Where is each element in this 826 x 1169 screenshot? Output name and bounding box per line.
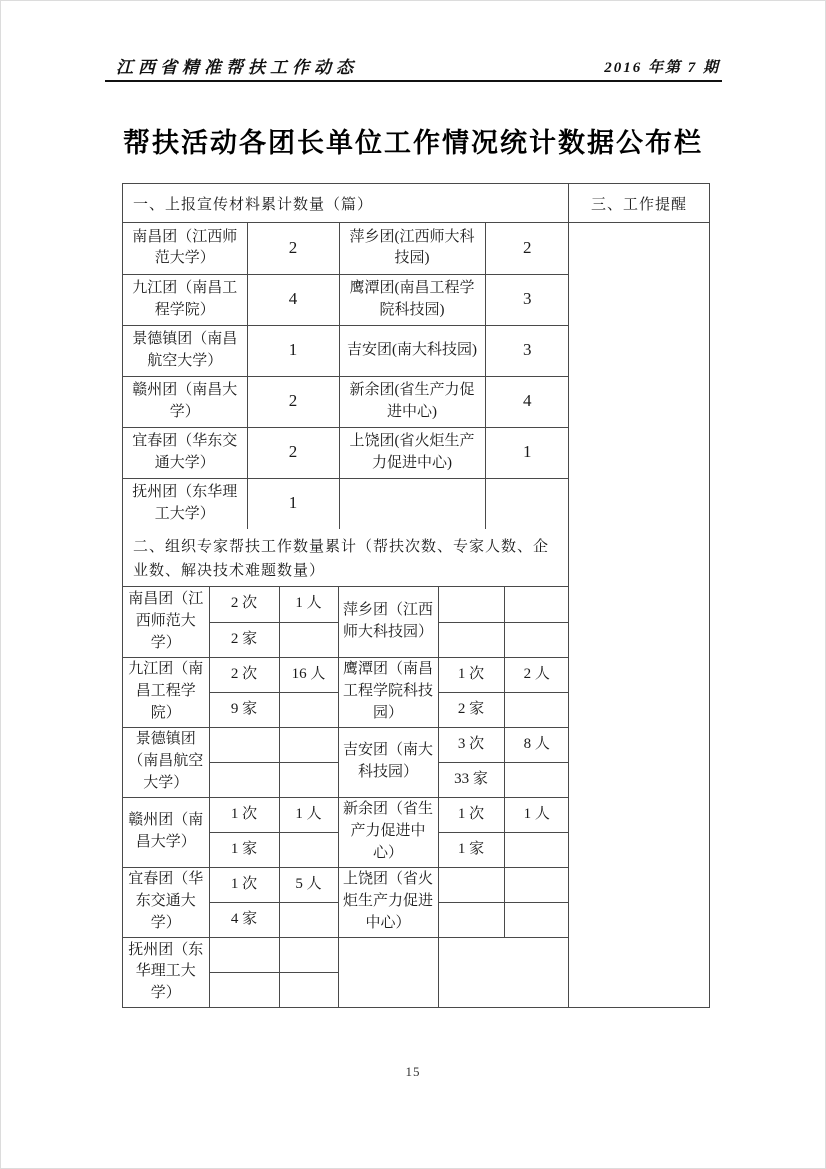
team-name-cell — [339, 478, 485, 529]
table-row — [123, 274, 569, 325]
table-row — [123, 478, 569, 529]
firms-cell — [438, 622, 504, 657]
statistics-table — [122, 183, 710, 1008]
value-cell — [485, 478, 569, 529]
empty-cell — [279, 937, 338, 972]
page-title: 帮扶活动各团长单位工作情况统计数据公布栏 — [123, 128, 703, 158]
empty-cell — [504, 832, 569, 867]
team-name-cell: 九江团（南昌工程学院） — [123, 657, 209, 727]
firms-cell: 2 家 — [209, 622, 279, 657]
team-name-cell: 抚州团（东华理工大学） — [123, 937, 209, 1007]
table-row — [123, 223, 569, 274]
firms-cell: 9 家 — [209, 692, 279, 727]
section1-table — [123, 223, 569, 529]
firms-cell: 2 家 — [438, 692, 504, 727]
empty-cell — [279, 692, 338, 727]
team-name-cell: 宜春团（华东交通大学） — [123, 427, 247, 478]
table-row — [123, 657, 569, 692]
visits-cell: 1 次 — [209, 867, 279, 902]
visits-cell: 1 次 — [438, 797, 504, 832]
team-name-cell: 南昌团（江西师范大学） — [123, 223, 247, 274]
table-row — [123, 376, 569, 427]
empty-cell — [209, 762, 279, 797]
team-name-cell: 景德镇团（南昌航空大学） — [123, 325, 247, 376]
experts-cell: 8 人 — [504, 727, 569, 762]
table-left-section — [123, 184, 569, 1007]
table-row — [123, 797, 569, 832]
empty-cell — [438, 902, 504, 937]
table-right-section — [569, 184, 709, 1007]
empty-cell — [279, 762, 338, 797]
team-name-cell: 吉安团(南大科技园) — [339, 325, 485, 376]
section1-header: 一、上报宣传材料累计数量（篇） — [123, 184, 568, 223]
experts-cell: 1 人 — [279, 797, 338, 832]
issue-number: 2016 年第 7 期 — [604, 60, 720, 76]
team-name-cell: 上饶团（省火炬生产力促进中心） — [338, 867, 438, 937]
value-cell: 3 — [485, 325, 569, 376]
value-cell: 3 — [485, 274, 569, 325]
empty-cell — [279, 902, 338, 937]
team-name-cell: 景德镇团（南昌航空大学） — [123, 727, 209, 797]
value-cell: 1 — [247, 325, 339, 376]
empty-cell — [279, 832, 338, 867]
empty-cell — [504, 762, 569, 797]
team-name-cell: 鹰潭团（南昌工程学院科技园） — [338, 657, 438, 727]
section3-body — [569, 223, 709, 1007]
experts-cell — [504, 587, 569, 622]
page-number: 15 — [405, 1064, 421, 1079]
newsletter-title: 江西省精准帮扶工作动态 — [116, 58, 358, 77]
empty-cell — [504, 692, 569, 727]
team-name-cell: 萍乡团（江西师大科技园） — [338, 587, 438, 657]
section2-table — [123, 587, 569, 1007]
table-row — [123, 937, 569, 972]
value-cell: 1 — [247, 478, 339, 529]
value-cell: 2 — [247, 427, 339, 478]
empty-cell — [209, 972, 279, 1007]
experts-cell: 1 人 — [504, 797, 569, 832]
visits-cell: 2 次 — [209, 587, 279, 622]
team-name-cell: 鹰潭团(南昌工程学院科技园) — [339, 274, 485, 325]
team-name-cell: 赣州团（南昌大学） — [123, 797, 209, 867]
team-name-cell: 九江团（南昌工程学院） — [123, 274, 247, 325]
experts-cell: 16 人 — [279, 657, 338, 692]
empty-name-cell — [338, 937, 438, 1007]
empty-cell — [504, 622, 569, 657]
value-cell: 2 — [247, 376, 339, 427]
visits-cell: 2 次 — [209, 657, 279, 692]
visits-cell — [209, 727, 279, 762]
visits-cell: 1 次 — [438, 657, 504, 692]
empty-cell — [279, 972, 338, 1007]
table-row — [123, 587, 569, 622]
team-name-cell: 萍乡团(江西师大科技园) — [339, 223, 485, 274]
firms-cell: 1 家 — [209, 832, 279, 867]
empty-cell — [209, 937, 279, 972]
team-name-cell: 上饶团(省火炬生产力促进中心) — [339, 427, 485, 478]
value-cell: 1 — [485, 427, 569, 478]
value-cell: 4 — [247, 274, 339, 325]
merged-empty-cell — [438, 937, 569, 1007]
visits-cell: 1 次 — [209, 797, 279, 832]
firms-cell: 33 家 — [438, 762, 504, 797]
team-name-cell: 新余团（省生产力促进中心） — [338, 797, 438, 867]
visits-cell — [438, 587, 504, 622]
team-name-cell: 新余团(省生产力促进中心) — [339, 376, 485, 427]
team-name-cell: 抚州团（东华理工大学） — [123, 478, 247, 529]
visits-cell: 3 次 — [438, 727, 504, 762]
table-row — [123, 867, 569, 902]
section3-header: 三、工作提醒 — [569, 184, 709, 223]
table-row — [123, 727, 569, 762]
visits-cell — [438, 867, 504, 902]
experts-cell — [504, 867, 569, 902]
empty-cell — [279, 622, 338, 657]
value-cell: 4 — [485, 376, 569, 427]
experts-cell: 2 人 — [504, 657, 569, 692]
table-row — [123, 325, 569, 376]
table-row — [123, 427, 569, 478]
header-rule — [105, 80, 722, 82]
section2-header: 二、组织专家帮扶工作数量累计（帮扶次数、专家人数、企业数、解决技术难题数量） — [123, 529, 568, 587]
firms-cell: 1 家 — [438, 832, 504, 867]
team-name-cell: 赣州团（南昌大学） — [123, 376, 247, 427]
empty-cell — [504, 902, 569, 937]
experts-cell: 1 人 — [279, 587, 338, 622]
firms-cell: 4 家 — [209, 902, 279, 937]
team-name-cell: 宜春团（华东交通大学） — [123, 867, 209, 937]
value-cell: 2 — [247, 223, 339, 274]
experts-cell — [279, 727, 338, 762]
team-name-cell: 南昌团（江西师范大学） — [123, 587, 209, 657]
experts-cell: 5 人 — [279, 867, 338, 902]
team-name-cell: 吉安团（南大科技园） — [338, 727, 438, 797]
value-cell: 2 — [485, 223, 569, 274]
